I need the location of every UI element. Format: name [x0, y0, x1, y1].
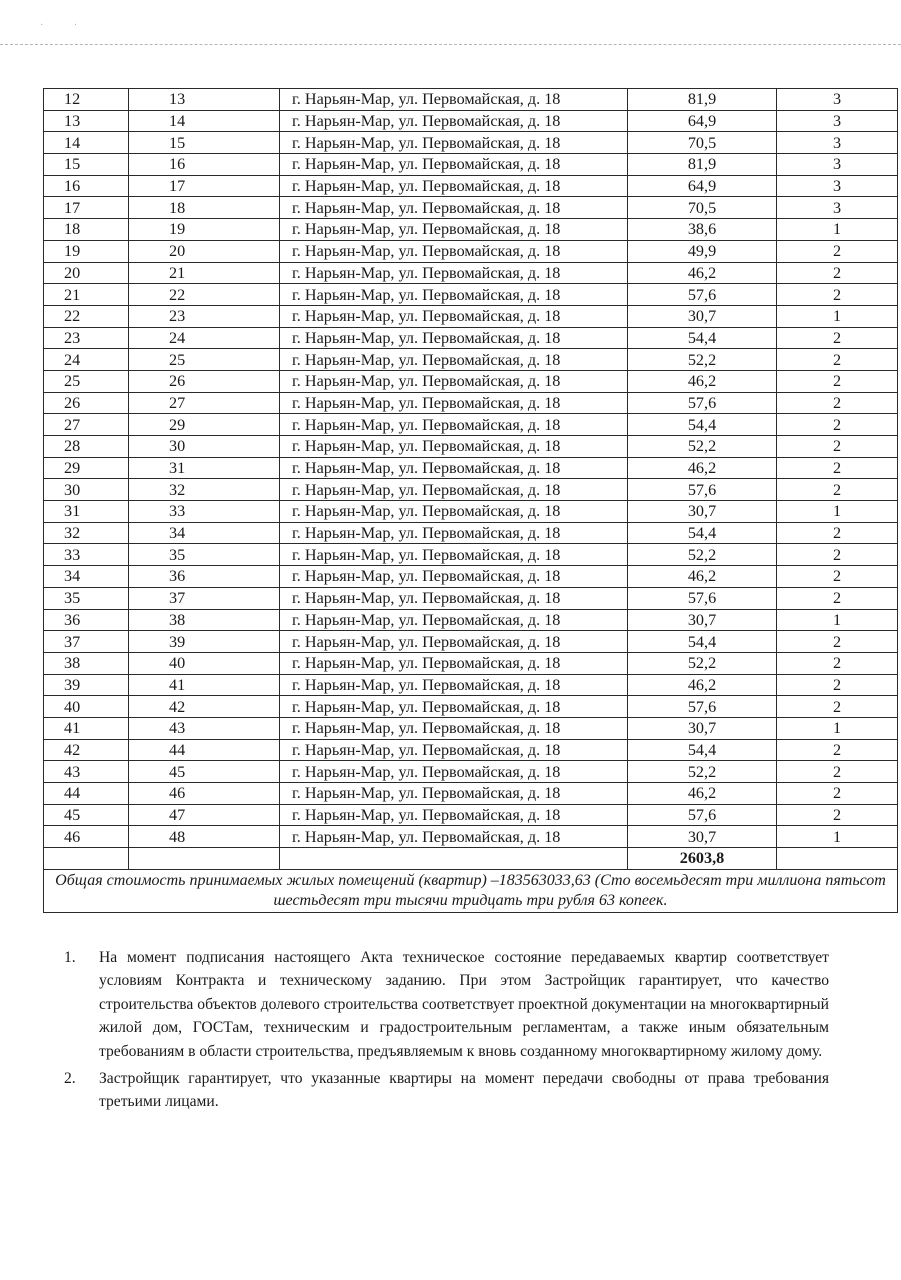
table-row	[44, 110, 898, 132]
address-cell: г. Нарьян-Мар, ул. Первомайская, д. 18	[280, 761, 628, 783]
rooms-cell: 2	[777, 544, 898, 566]
row-number-cell: 24	[44, 349, 129, 371]
table-row	[44, 522, 898, 544]
row-number-cell: 31	[44, 501, 129, 523]
apartment-number-cell: 15	[129, 132, 280, 154]
rooms-cell: 3	[777, 132, 898, 154]
address-cell: г. Нарьян-Мар, ул. Первомайская, д. 18	[280, 327, 628, 349]
table-row	[44, 479, 898, 501]
rooms-cell: 2	[777, 436, 898, 458]
row-number-cell: 12	[44, 89, 129, 111]
row-number-cell: 19	[44, 240, 129, 262]
rooms-cell: 2	[777, 804, 898, 826]
apartment-number-cell: 30	[129, 436, 280, 458]
rooms-cell: 3	[777, 175, 898, 197]
table-row	[44, 674, 898, 696]
rooms-cell: 2	[777, 262, 898, 284]
clause-text: Застройщик гарантирует, что указанные квартиры на момент передачи свободны от права требования третьими лицами.	[99, 1070, 829, 1111]
row-number-cell: 32	[44, 522, 129, 544]
address-cell: г. Нарьян-Мар, ул. Первомайская, д. 18	[280, 197, 628, 219]
rooms-cell: 1	[777, 305, 898, 327]
table-row	[44, 826, 898, 848]
row-number-cell: 37	[44, 631, 129, 653]
address-cell: г. Нарьян-Мар, ул. Первомайская, д. 18	[280, 522, 628, 544]
table-row	[44, 631, 898, 653]
table-row	[44, 89, 898, 111]
area-cell: 57,6	[628, 696, 777, 718]
row-number-cell: 25	[44, 370, 129, 392]
address-cell: г. Нарьян-Мар, ул. Первомайская, д. 18	[280, 305, 628, 327]
area-cell: 38,6	[628, 219, 777, 241]
address-cell: г. Нарьян-Мар, ул. Первомайская, д. 18	[280, 110, 628, 132]
apartment-number-cell: 19	[129, 219, 280, 241]
address-cell: г. Нарьян-Мар, ул. Первомайская, д. 18	[280, 652, 628, 674]
area-cell: 54,4	[628, 327, 777, 349]
apartment-number-cell: 43	[129, 717, 280, 739]
total-empty-cell	[777, 848, 898, 870]
area-cell: 46,2	[628, 457, 777, 479]
address-cell: г. Нарьян-Мар, ул. Первомайская, д. 18	[280, 501, 628, 523]
area-cell: 57,6	[628, 804, 777, 826]
apartment-number-cell: 33	[129, 501, 280, 523]
rooms-cell: 2	[777, 240, 898, 262]
apartment-number-cell: 46	[129, 783, 280, 805]
address-cell: г. Нарьян-Мар, ул. Первомайская, д. 18	[280, 783, 628, 805]
area-cell: 30,7	[628, 826, 777, 848]
table-row	[44, 739, 898, 761]
table-row	[44, 197, 898, 219]
table-row	[44, 370, 898, 392]
rooms-cell: 2	[777, 566, 898, 588]
area-cell: 49,9	[628, 240, 777, 262]
area-cell: 46,2	[628, 370, 777, 392]
apartment-number-cell: 34	[129, 522, 280, 544]
address-cell: г. Нарьян-Мар, ул. Первомайская, д. 18	[280, 696, 628, 718]
address-cell: г. Нарьян-Мар, ул. Первомайская, д. 18	[280, 240, 628, 262]
row-number-cell: 26	[44, 392, 129, 414]
clause-item	[64, 946, 829, 1063]
apartment-number-cell: 36	[129, 566, 280, 588]
clause-item	[64, 1067, 829, 1114]
apartments-table	[43, 88, 898, 913]
row-number-cell: 41	[44, 717, 129, 739]
apartment-number-cell: 29	[129, 414, 280, 436]
area-cell: 52,2	[628, 436, 777, 458]
area-cell: 70,5	[628, 197, 777, 219]
apartment-number-cell: 47	[129, 804, 280, 826]
address-cell: г. Нарьян-Мар, ул. Первомайская, д. 18	[280, 566, 628, 588]
area-cell: 81,9	[628, 154, 777, 176]
area-cell: 70,5	[628, 132, 777, 154]
cost-note-row	[44, 869, 898, 912]
table-row	[44, 804, 898, 826]
apartment-number-cell: 26	[129, 370, 280, 392]
apartment-number-cell: 44	[129, 739, 280, 761]
table-row	[44, 132, 898, 154]
rooms-cell: 2	[777, 284, 898, 306]
address-cell: г. Нарьян-Мар, ул. Первомайская, д. 18	[280, 457, 628, 479]
rooms-cell: 2	[777, 631, 898, 653]
table-row	[44, 652, 898, 674]
rooms-cell: 3	[777, 154, 898, 176]
area-cell: 30,7	[628, 717, 777, 739]
rooms-cell: 2	[777, 783, 898, 805]
table-row	[44, 609, 898, 631]
rooms-cell: 2	[777, 652, 898, 674]
apartment-number-cell: 17	[129, 175, 280, 197]
apartment-number-cell: 48	[129, 826, 280, 848]
table-row	[44, 305, 898, 327]
clause-text: На момент подписания настоящего Акта техническое состояние передаваемых квартир соответствует условиям Контракта и техническому заданию. При этом Застройщик гарантирует, что качество строительства объектов долевого строительства соответствует проектной документации на многоквартирный жилой дом, ГОСТам, техническим и градостроительным регламентам, а также иным обязательным требованиям в области строительства, предъявляемым к вновь созданному многоквартирному жилому дому.	[99, 949, 829, 1060]
table-row	[44, 587, 898, 609]
act-clauses-list	[64, 946, 829, 1118]
area-cell: 52,2	[628, 349, 777, 371]
address-cell: г. Нарьян-Мар, ул. Первомайская, д. 18	[280, 479, 628, 501]
area-cell: 52,2	[628, 652, 777, 674]
rooms-cell: 2	[777, 587, 898, 609]
row-number-cell: 23	[44, 327, 129, 349]
table-row	[44, 761, 898, 783]
row-number-cell: 17	[44, 197, 129, 219]
area-cell: 57,6	[628, 587, 777, 609]
address-cell: г. Нарьян-Мар, ул. Первомайская, д. 18	[280, 739, 628, 761]
rooms-cell: 1	[777, 501, 898, 523]
address-cell: г. Нарьян-Мар, ул. Первомайская, д. 18	[280, 544, 628, 566]
address-cell: г. Нарьян-Мар, ул. Первомайская, д. 18	[280, 587, 628, 609]
address-cell: г. Нарьян-Мар, ул. Первомайская, д. 18	[280, 349, 628, 371]
row-number-cell: 33	[44, 544, 129, 566]
rooms-cell: 3	[777, 197, 898, 219]
area-cell: 30,7	[628, 501, 777, 523]
apartment-number-cell: 23	[129, 305, 280, 327]
rooms-cell: 2	[777, 349, 898, 371]
area-cell: 30,7	[628, 305, 777, 327]
address-cell: г. Нарьян-Мар, ул. Первомайская, д. 18	[280, 717, 628, 739]
table-row	[44, 544, 898, 566]
row-number-cell: 22	[44, 305, 129, 327]
area-cell: 54,4	[628, 739, 777, 761]
row-number-cell: 35	[44, 587, 129, 609]
area-cell: 46,2	[628, 262, 777, 284]
table-row	[44, 175, 898, 197]
area-cell: 30,7	[628, 609, 777, 631]
area-cell: 57,6	[628, 392, 777, 414]
page-top-border	[0, 44, 901, 45]
apartment-number-cell: 38	[129, 609, 280, 631]
table-row	[44, 284, 898, 306]
rooms-cell: 2	[777, 479, 898, 501]
apartment-number-cell: 24	[129, 327, 280, 349]
address-cell: г. Нарьян-Мар, ул. Первомайская, д. 18	[280, 631, 628, 653]
address-cell: г. Нарьян-Мар, ул. Первомайская, д. 18	[280, 804, 628, 826]
rooms-cell: 1	[777, 826, 898, 848]
total-empty-cell	[280, 848, 628, 870]
address-cell: г. Нарьян-Мар, ул. Первомайская, д. 18	[280, 262, 628, 284]
table-row	[44, 783, 898, 805]
table-row	[44, 262, 898, 284]
rooms-cell: 2	[777, 457, 898, 479]
row-number-cell: 29	[44, 457, 129, 479]
area-cell: 57,6	[628, 284, 777, 306]
row-number-cell: 21	[44, 284, 129, 306]
rooms-cell: 2	[777, 392, 898, 414]
row-number-cell: 13	[44, 110, 129, 132]
address-cell: г. Нарьян-Мар, ул. Первомайская, д. 18	[280, 609, 628, 631]
table-row	[44, 696, 898, 718]
rooms-cell: 2	[777, 327, 898, 349]
apartment-number-cell: 32	[129, 479, 280, 501]
address-cell: г. Нарьян-Мар, ул. Первомайская, д. 18	[280, 284, 628, 306]
table-row	[44, 566, 898, 588]
apartment-number-cell: 35	[129, 544, 280, 566]
table-row	[44, 414, 898, 436]
address-cell: г. Нарьян-Мар, ул. Первомайская, д. 18	[280, 154, 628, 176]
apartment-number-cell: 39	[129, 631, 280, 653]
apartments-table-body	[44, 89, 898, 913]
row-number-cell: 38	[44, 652, 129, 674]
address-cell: г. Нарьян-Мар, ул. Первомайская, д. 18	[280, 826, 628, 848]
area-cell: 54,4	[628, 631, 777, 653]
table-row	[44, 240, 898, 262]
row-number-cell: 44	[44, 783, 129, 805]
address-cell: г. Нарьян-Мар, ул. Первомайская, д. 18	[280, 175, 628, 197]
address-cell: г. Нарьян-Мар, ул. Первомайская, д. 18	[280, 392, 628, 414]
cost-note: Общая стоимость принимаемых жилых помещений (квартир) –183563033,63 (Сто восемьдесят три миллиона пятьсот шестьдесят три тысячи тридцать три рубля 63 копеек.	[44, 869, 898, 912]
apartment-number-cell: 18	[129, 197, 280, 219]
rooms-cell: 2	[777, 370, 898, 392]
apartment-number-cell: 22	[129, 284, 280, 306]
total-row	[44, 848, 898, 870]
rooms-cell: 3	[777, 89, 898, 111]
row-number-cell: 30	[44, 479, 129, 501]
area-cell: 54,4	[628, 522, 777, 544]
row-number-cell: 28	[44, 436, 129, 458]
apartment-number-cell: 16	[129, 154, 280, 176]
rooms-cell: 2	[777, 522, 898, 544]
row-number-cell: 27	[44, 414, 129, 436]
area-cell: 64,9	[628, 175, 777, 197]
row-number-cell: 34	[44, 566, 129, 588]
row-number-cell: 20	[44, 262, 129, 284]
apartment-number-cell: 31	[129, 457, 280, 479]
rooms-cell: 1	[777, 219, 898, 241]
apartment-number-cell: 40	[129, 652, 280, 674]
address-cell: г. Нарьян-Мар, ул. Первомайская, д. 18	[280, 89, 628, 111]
apartment-number-cell: 13	[129, 89, 280, 111]
rooms-cell: 1	[777, 717, 898, 739]
apartment-number-cell: 14	[129, 110, 280, 132]
table-row	[44, 349, 898, 371]
row-number-cell: 46	[44, 826, 129, 848]
table-row	[44, 392, 898, 414]
apartment-number-cell: 37	[129, 587, 280, 609]
area-cell: 46,2	[628, 566, 777, 588]
row-number-cell: 45	[44, 804, 129, 826]
table-row	[44, 436, 898, 458]
rooms-cell: 2	[777, 739, 898, 761]
row-number-cell: 39	[44, 674, 129, 696]
apartment-number-cell: 41	[129, 674, 280, 696]
rooms-cell: 2	[777, 674, 898, 696]
address-cell: г. Нарьян-Мар, ул. Первомайская, д. 18	[280, 219, 628, 241]
rooms-cell: 2	[777, 761, 898, 783]
row-number-cell: 42	[44, 739, 129, 761]
address-cell: г. Нарьян-Мар, ул. Первомайская, д. 18	[280, 674, 628, 696]
clause-number: 1.	[64, 949, 76, 966]
total-area-cell: 2603,8	[628, 848, 777, 870]
rooms-cell: 3	[777, 110, 898, 132]
table-row	[44, 154, 898, 176]
rooms-cell: 2	[777, 414, 898, 436]
apartment-number-cell: 21	[129, 262, 280, 284]
total-empty-cell	[44, 848, 129, 870]
clause-number: 2.	[64, 1070, 76, 1088]
table-row	[44, 501, 898, 523]
apartment-number-cell: 27	[129, 392, 280, 414]
apartment-number-cell: 45	[129, 761, 280, 783]
scan-marks: · ·	[40, 20, 92, 31]
address-cell: г. Нарьян-Мар, ул. Первомайская, д. 18	[280, 436, 628, 458]
total-empty-cell	[129, 848, 280, 870]
row-number-cell: 43	[44, 761, 129, 783]
area-cell: 46,2	[628, 674, 777, 696]
row-number-cell: 15	[44, 154, 129, 176]
row-number-cell: 16	[44, 175, 129, 197]
row-number-cell: 18	[44, 219, 129, 241]
rooms-cell: 2	[777, 696, 898, 718]
area-cell: 52,2	[628, 761, 777, 783]
area-cell: 81,9	[628, 89, 777, 111]
table-row	[44, 327, 898, 349]
table-row	[44, 717, 898, 739]
table-row	[44, 457, 898, 479]
apartment-number-cell: 25	[129, 349, 280, 371]
area-cell: 57,6	[628, 479, 777, 501]
area-cell: 46,2	[628, 783, 777, 805]
apartment-number-cell: 42	[129, 696, 280, 718]
row-number-cell: 36	[44, 609, 129, 631]
area-cell: 54,4	[628, 414, 777, 436]
apartment-number-cell: 20	[129, 240, 280, 262]
address-cell: г. Нарьян-Мар, ул. Первомайская, д. 18	[280, 414, 628, 436]
area-cell: 52,2	[628, 544, 777, 566]
address-cell: г. Нарьян-Мар, ул. Первомайская, д. 18	[280, 370, 628, 392]
row-number-cell: 40	[44, 696, 129, 718]
area-cell: 64,9	[628, 110, 777, 132]
table-row	[44, 219, 898, 241]
row-number-cell: 14	[44, 132, 129, 154]
rooms-cell: 1	[777, 609, 898, 631]
address-cell: г. Нарьян-Мар, ул. Первомайская, д. 18	[280, 132, 628, 154]
